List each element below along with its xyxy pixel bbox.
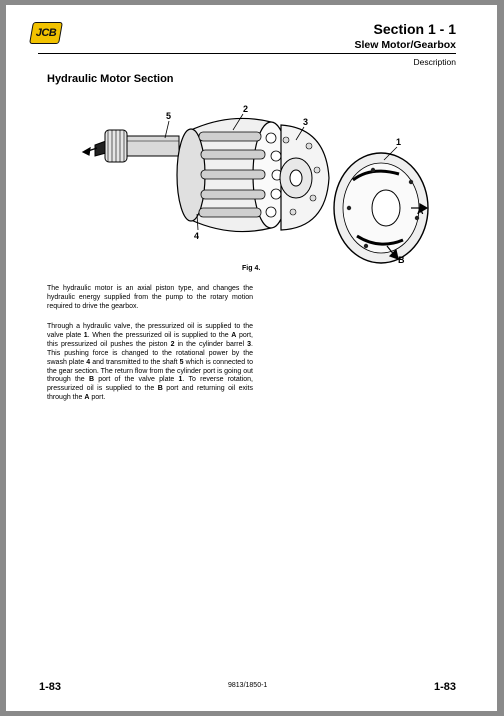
output-shaft bbox=[95, 130, 179, 162]
manual-page bbox=[6, 5, 497, 711]
port-a-label: A bbox=[417, 206, 424, 216]
port-b-label: B bbox=[398, 255, 405, 265]
page-number-left: 1-83 bbox=[39, 681, 62, 693]
section-subtitle: Slew Motor/Gearbox bbox=[354, 39, 456, 51]
callout-1: 1 bbox=[396, 137, 402, 147]
hydraulic-motor-figure bbox=[81, 100, 441, 265]
paragraph-operation: Through a hydraulic valve, the pressurized oil is supplied to the valve plate 1. When the pressurized oil is supplied to the A port, this pressurized oil pushes the piston 2 in the cylinder barrel 3. This pushing force is changed to the rotational power by the swash plate 4 and transmitted to the shaft 5 which is connected to the gear section. The return flow from the cylinder port is going out through the B port of the valve plate 1. To reverse rotation, pressurized oil is supplied to the B port and returning oil exits through the A port. bbox=[47, 323, 254, 402]
callout-4: 4 bbox=[194, 231, 200, 241]
section-description: Description bbox=[413, 57, 456, 67]
callout-3: 3 bbox=[303, 117, 309, 127]
document-number: 9813/1850-1 bbox=[228, 682, 268, 689]
paragraph-intro: The hydraulic motor is an axial piston type, and changes the hydraulic energy supplied from the pump to the rotary motion required to drive the gearbox. bbox=[47, 285, 253, 310]
valve-side-face bbox=[280, 125, 329, 230]
header-rule bbox=[38, 53, 456, 54]
section-title: Section 1 - 1 bbox=[373, 21, 456, 37]
page-number-right: 1-83 bbox=[433, 681, 456, 693]
figure-caption: Fig 4. bbox=[242, 265, 261, 272]
page-heading: Hydraulic Motor Section bbox=[47, 73, 174, 85]
cylinder-barrel bbox=[177, 118, 289, 231]
callout-5: 5 bbox=[166, 111, 172, 121]
jcb-logo: JCB bbox=[29, 22, 63, 44]
callout-2: 2 bbox=[243, 104, 249, 114]
